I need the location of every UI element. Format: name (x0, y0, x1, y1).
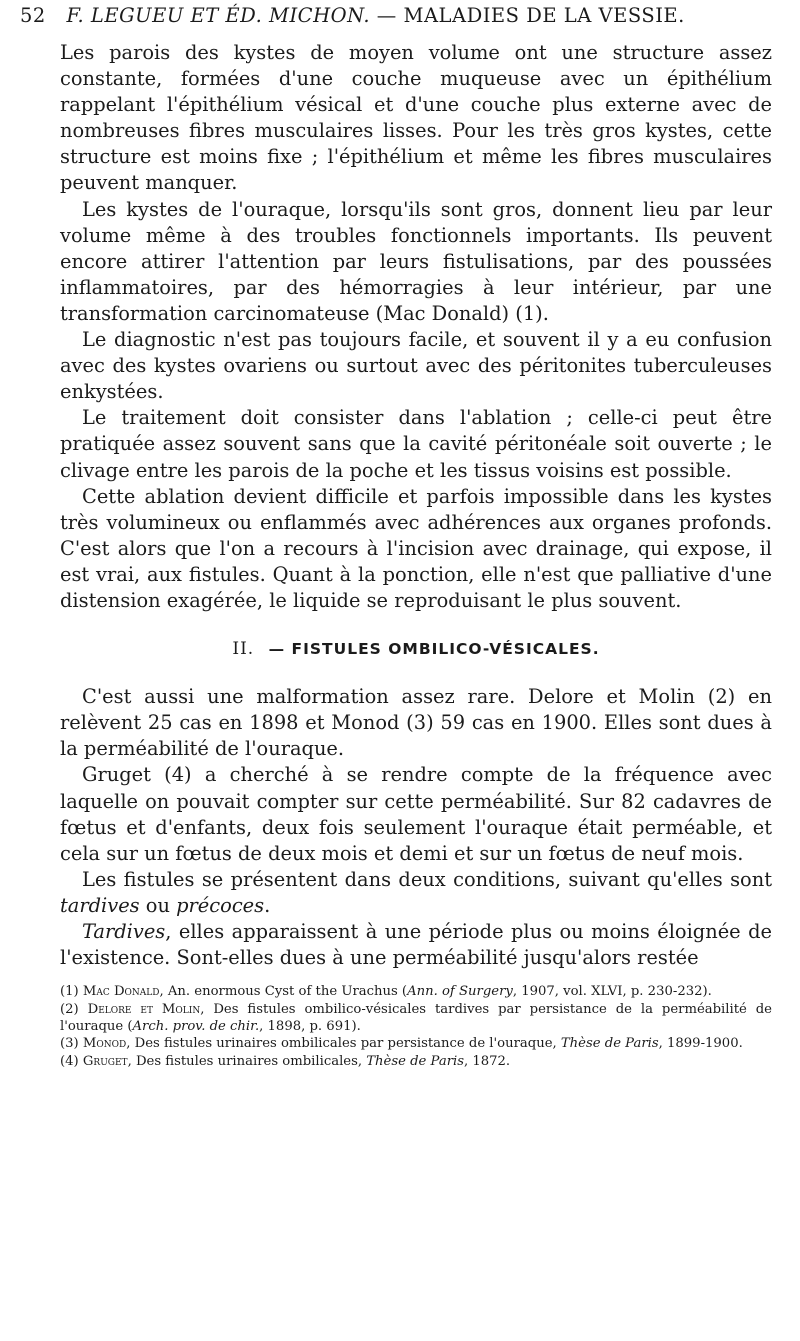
paragraph: C'est aussi une malformation assez rare. Delore et Molin (2) en relèvent 25 cas en 1898 et Monod (3) 59 cas en 1900. Elles sont dues à la perméabilité de l'ouraque. (60, 685, 772, 761)
text-run: ou (139, 893, 177, 917)
header-title: — MALADIES DE LA VESSIE. (376, 4, 685, 27)
text-run: , elles apparaissent à une période plus ou moins éloignée de l'existence. Sont-elles dues à une perméabilité jusqu'alors restée (60, 920, 772, 970)
section-numeral: II. (232, 639, 255, 660)
text-run: . (264, 893, 271, 917)
page-body (60, 40, 772, 1070)
paragraph: Le traitement doit consister dans l'ablation ; celle-ci peut être pratiquée assez souvent sans que la cavité péritonéale soit ouverte ; le clivage entre les parois de la poche et les tissus voisins est possible. (60, 406, 772, 482)
paragraph: Les kystes de l'ouraque, lorsqu'ils sont gros, donnent lieu par leur volume même à des troubles fonctionnels importants. Ils peuvent encore attirer l'attention par leurs fistulisations, par des poussées inflammatoires, par des hémorragies à leur intérieur, par une transformation carcinomateuse (Mac Donald) (1). (60, 197, 772, 325)
footnote (60, 1035, 772, 1052)
footnote (60, 1001, 772, 1036)
footnote-source: Ann. of Surgery (407, 984, 513, 1000)
footnote-tail: , 1898, p. 691). (259, 1019, 361, 1034)
footnote-source: Thèse de Paris (366, 1053, 464, 1069)
footnote-author: Monod (82, 1036, 127, 1052)
footnote (60, 1053, 772, 1070)
paragraph: Les parois des kystes de moyen volume ont une structure assez constante, formées d'une couche muqueuse avec un épithélium rappelant l'épithélium vésical et d'une couche plus externe avec de nombreuses fibres musculaires lisses. Pour les très gros kystes, cette structure est moins fixe ; l'épithélium et même les fibres musculaires peuvent manquer. (60, 41, 772, 195)
footnote (60, 983, 772, 1000)
running-header (20, 4, 790, 27)
page-number: 52 (20, 4, 46, 27)
section-title: FISTULES OMBILICO-VÉSICALES. (291, 640, 600, 659)
footnote-number: (2) (60, 1001, 79, 1017)
emphasis: tardives (60, 893, 140, 917)
footnote-number: (1) (60, 984, 79, 1000)
section-heading (60, 636, 772, 662)
footnote-number: (3) (60, 1036, 79, 1052)
emphasis: Tardives (82, 920, 166, 943)
paragraph: Gruget (4) a cherché à se rendre compte de la fréquence avec laquelle on pouvait compter sur cette perméabilité. Sur 82 cadavres de fœtus et d'enfants, deux fois seulement l'ouraque était perméable, et cela sur un fœtus de deux mois et demi et sur un fœtus de neuf mois. (60, 763, 772, 865)
footnote-tail: , 1907, vol. XLVI, p. 230-232). (512, 984, 712, 1000)
footnote-author: Delore et Molin (87, 1001, 201, 1017)
footnote-tail: , 1872. (463, 1053, 511, 1069)
paragraph (60, 919, 772, 971)
emphasis: précoces (176, 893, 265, 917)
header-authors: F. LEGUEU ET ÉD. MICHON. (66, 4, 371, 27)
paragraph: Le diagnostic n'est pas toujours facile, et souvent il y a eu confusion avec des kystes ovariens ou surtout avec des péritonites tuberculeuses enkystées. (60, 328, 772, 404)
paragraph (60, 867, 772, 919)
footnote-text: , Des fistules urinaires ombilicales par persistance de l'ouraque, (126, 1036, 561, 1052)
footnote-source: Thèse de Paris (560, 1036, 659, 1052)
footnote-text: , Des fistules urinaires ombilicales, (127, 1053, 367, 1069)
footnotes (60, 983, 772, 1070)
text-run: Les fistules se présentent dans deux conditions, suivant qu'elles sont (82, 867, 772, 891)
footnote-author: Gruget (82, 1053, 128, 1069)
paragraph: Cette ablation devient difficile et parfois impossible dans les kystes très volumineux ou enflammés avec adhérences aux organes profonds. C'est alors que l'on a recours à l'incision avec drainage, qui expose, il est vrai, aux fistules. Quant à la ponction, elle n'est que palliative d'une distension exagérée, le liquide se reproduisant le plus souvent. (60, 484, 772, 612)
section-dash: — (268, 640, 286, 659)
footnote-source: Arch. prov. de chir. (132, 1019, 260, 1034)
footnote-text: , An. enormous Cyst of the Urachus ( (159, 984, 408, 1000)
footnote-tail: , 1899-1900. (658, 1036, 743, 1052)
footnote-text: , Des fistules ombilico-vésicales tardives par persistance de la perméabilité de l'ouraque ( (60, 1001, 772, 1034)
footnote-author: Mac Donald (82, 984, 160, 1000)
footnote-number: (4) (60, 1053, 79, 1069)
